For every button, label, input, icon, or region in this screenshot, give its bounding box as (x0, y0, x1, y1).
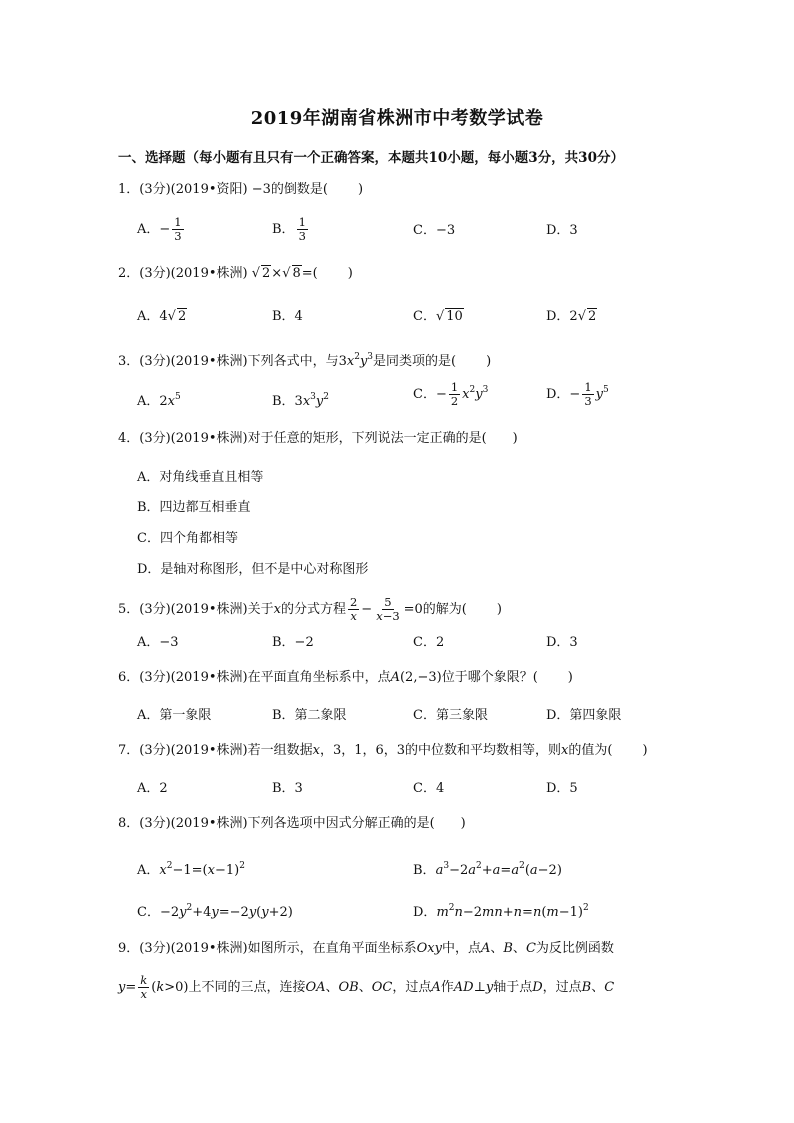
question-3-option-c: C．− $\frac{1}{2}$ $x^2y^3$ (413, 380, 489, 408)
question-8-stem: 8．(3分)(2019•株洲)下列各选项中因式分解正确的是( ) (118, 816, 466, 831)
question-3-option-a: A．$2x^5$ (137, 392, 181, 409)
question-8-option-a: A．$x^2-1=(x-1)^2$ (137, 861, 245, 878)
question-9-stem: 9．(3分)(2019•株洲)如图所示，在直角平面坐标系Oxy中，点A、B、C为反比例函数 (118, 941, 614, 956)
question-1-option-b: B． $\frac{1}{3}$ (272, 215, 306, 243)
question-3-option-b: B．$3x^3y^2$ (272, 392, 329, 409)
question-5-stem: 5．(3分)(2019•株洲)关于x的分式方程 $\frac{2}{x}$ − $\frac{5}{x-3}$ =0的解为( ) (118, 595, 502, 623)
question-4-option-d: D．是轴对称图形，但不是中心对称图形 (137, 562, 369, 577)
question-6-option-d: D．第四象限 (546, 708, 622, 723)
question-7-option-a: A．2 (137, 781, 168, 796)
question-3-stem: 3．(3分)(2019•株洲)下列各式中，与$3x^2y^3$是同类项的是( ) (118, 352, 492, 369)
question-8-option-c: C．$-2y^2+4y=-2y(y+2)$ (137, 903, 293, 920)
question-4-option-b: B．四边都互相垂直 (137, 500, 251, 515)
question-6-option-b: B．第二象限 (272, 708, 347, 723)
question-7-option-d: D．5 (546, 781, 578, 796)
question-4-option-c: C．四个角都相等 (137, 531, 238, 546)
question-5-option-a: A．−3 (137, 635, 179, 650)
question-3-option-d: D．− $\frac{1}{3}$ $y^5$ (546, 380, 609, 408)
question-6-option-a: A．第一象限 (137, 708, 212, 723)
page-title: 2019年湖南省株洲市中考数学试卷 (250, 108, 544, 129)
question-2-stem: 2．(3分)(2019•株洲) √ 2×√ 8=( ) (118, 266, 353, 281)
question-2-option-d: D．2√ 2 (546, 309, 597, 324)
question-1-option-a: A．− $\frac{1}{3}$ (137, 215, 182, 243)
section-heading: 一、选择题（每小题有且只有一个正确答案，本题共10小题，每小题3分，共30分） (118, 150, 624, 166)
question-8-option-d: D．$m^2n-2mn+n=n(m-1)^2$ (413, 903, 589, 920)
question-2-option-b: B．4 (272, 309, 303, 324)
question-4-stem: 4．(3分)(2019•株洲)对于任意的矩形，下列说法一定正确的是( ) (118, 431, 518, 446)
question-2-option-c: C．√ 10 (413, 309, 463, 324)
question-7-stem: 7．(3分)(2019•株洲)若一组数据x，3，1，6，3的中位数和平均数相等，则x的值为( ) (118, 743, 648, 758)
question-8-option-b: B．$a^3-2a^2+a=a^2(a-2)$ (413, 861, 562, 878)
question-2-option-a: A．4√ 2 (137, 309, 187, 324)
question-1-option-d: D．3 (546, 223, 578, 238)
question-5-option-b: B．−2 (272, 635, 314, 650)
question-1-option-c: C．−3 (413, 223, 456, 238)
question-7-option-c: C．4 (413, 781, 445, 796)
question-6-stem: 6．(3分)(2019•株洲)在平面直角坐标系中，点A(2,−3)位于哪个象限？( ) (118, 670, 573, 685)
question-9-continuation: y= $\frac{k}{x}$ (k>0)上不同的三点，连接OA、OB、OC，过点A作AD⊥y轴于点D，过点B、C (118, 973, 615, 1001)
question-1-stem: 1．(3分)(2019•资阳) −3的倒数是( ) (118, 182, 364, 197)
question-4-option-a: A．对角线垂直且相等 (137, 470, 264, 485)
question-5-option-c: C．2 (413, 635, 445, 650)
question-6-option-c: C．第三象限 (413, 708, 488, 723)
question-7-option-b: B．3 (272, 781, 303, 796)
question-5-option-d: D．3 (546, 635, 578, 650)
